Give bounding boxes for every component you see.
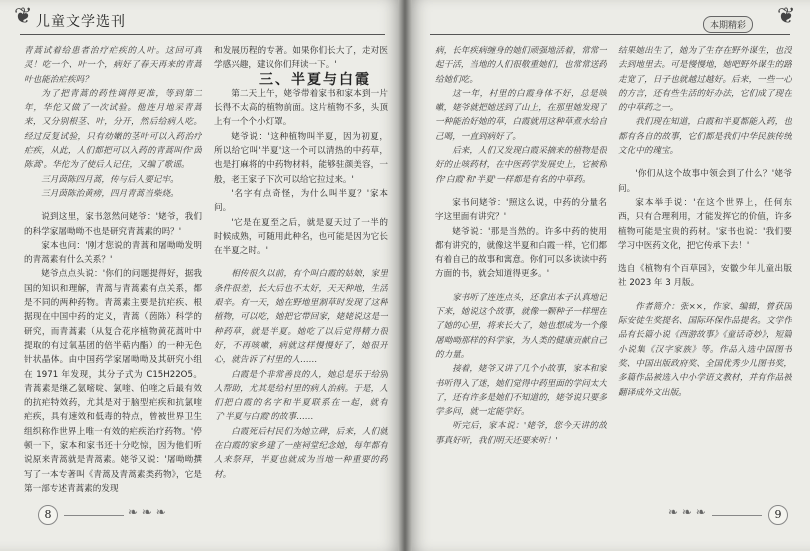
quoted-paragraph: 结果她出生了，她为了生存在野外谋生，也没去到地里去。可是慢慢地，她吧野外谋生的路走宽了，日子也就越过越好。后来，一些一心的方言，还有些生活的好办法，它们成了现在的中草药之一。 bbox=[618, 46, 792, 114]
paragraph-spacer bbox=[435, 187, 607, 196]
right-column-1 bbox=[435, 44, 607, 499]
quoted-paragraph: 白霞死后村民们为她立碑，后来，人们就在白霞的家乡建了一座祠堂纪念她，每年都有人来祭拜，半夏也就成为当地一种重要的药材。 bbox=[214, 426, 388, 480]
footer-rule bbox=[712, 515, 762, 516]
body-paragraph: '它是在夏至之后，就是夏天过了一半的时候成熟，可随用此种名，也可能是因为它长在半夏之时。' bbox=[214, 217, 388, 257]
quoted-paragraph: 病，长年疾病缠身的她们顽强地活着，常常一起干活，当地的人们很敬重她们，也常常送药给她们吃。 bbox=[435, 46, 607, 85]
right-column-2 bbox=[618, 44, 792, 499]
footer-vine-icon: ❧ ❧ ❧ bbox=[668, 505, 706, 519]
header-ornament-icon: ❦ bbox=[777, 4, 796, 29]
binding-gutter bbox=[398, 0, 412, 551]
right-footer bbox=[430, 505, 790, 525]
header-ornament-icon: ❦ bbox=[14, 4, 33, 29]
right-page bbox=[405, 0, 810, 551]
body-paragraph: 第二天上午，姥爷带着家书和家本到一片长得不太高的植物前面。这片植物不多，头顶上有一个个小灯罩。 bbox=[214, 88, 388, 128]
paragraph-spacer bbox=[618, 253, 792, 262]
quoted-paragraph: 接着，姥爷又讲了几个小故事，家本和家书听得入了迷，她们觉得中药里面的学问太大了，还有许多是她们不知道的，姥爷说只要多学多问，就一定能学好。 bbox=[435, 364, 607, 418]
body-paragraph: 姥爷说：'这种植物叫半夏，因为初夏，所以给它叫'半夏'这一个可以清热的中药草，也是打麻将的中药物材料，能够驻颜美容，一般，老王家子下次可以给它拉过来。' bbox=[214, 131, 388, 185]
paragraph-spacer bbox=[618, 291, 792, 300]
header-rule bbox=[20, 34, 385, 35]
quoted-paragraph: 白霞是个非常善良的人，她总是乐于给别人帮助，尤其是给村里的病人治病。于是，人们把白霞的名字和半夏联系在一起，就有了'半夏与白霞'的故事…… bbox=[214, 369, 388, 423]
body-paragraph: 姥爷点点头说：'你们的问题提得好，据我国的知识和理解，青蒿与青蒿素有点关系，都是不同的两种药物。青蒿素主要是抗疟疾、根据现在中国中药的定义，青蒿（茵陈）科学的研究，而青蒿素（从复合花序植物黄花蒿叶中提取的有过氧基团的倍半萜内酯）的一种无色针状晶体。由中国药学家屠呦呦及其研究小组在 1971 年发现，其分子式为 C15H22O5。青蒿素是继乙氨嘧啶、氯喹、伯喹之后最有效的抗疟特效药，尤其是对于脑型疟疾和抗氯喹疟疾，具有速效和低毒的特点，曾被世界卫生组织称作世界上唯一有效的疟疾治疗药物。'停顿一下，家本和家书还十分吃惊，因为他们听说原来青蒿就是青蒿素。姥爷又说：'屠呦呦撰写了一本专著叫《青蒿及青蒿素类药物》，它是第一部专述青蒿素的发现 bbox=[24, 269, 202, 494]
body-paragraph: 和发展历程的专著。如果你们长大了，走对医学感兴趣，建议你们拜读一下。' bbox=[214, 46, 388, 71]
body-paragraph: 姥爷说：'那是当然的。许多中药的使用都有讲究的，就像这半夏和白霞一样，它们都有着自己的故事和寓意。你们可以多读读中药方面的书，就会知道得更多。' bbox=[435, 226, 607, 280]
quoted-paragraph: 三月茵陈四月蒿，传与后人要记牢。 bbox=[41, 174, 179, 185]
body-paragraph: 家本举手说：'在这个世界上，任何东西，只有合理利用，才能发挥它的价值，许多植物可能是宝贵的药材。'家书也说：'我们要学习中医药文化，把它传承下去！' bbox=[618, 197, 792, 251]
quoted-paragraph: 我们现在知道，白霞和半夏都能入药，也都有各自的故事，它们都是我们中华民族传统文化中的瑰宝。 bbox=[618, 117, 792, 157]
quoted-paragraph: 三月茵陈治黄痨，四月青蒿当柴烧。 bbox=[41, 188, 179, 199]
paragraph-spacer bbox=[435, 282, 607, 291]
section-heading: 三、半夏与白霞 bbox=[259, 71, 371, 88]
footer-rule bbox=[64, 515, 124, 516]
page-number: 8 bbox=[38, 505, 58, 525]
paragraph-spacer bbox=[618, 158, 792, 167]
header-rule bbox=[430, 34, 790, 35]
left-column-2 bbox=[214, 44, 388, 499]
page-number: 9 bbox=[768, 505, 788, 525]
body-paragraph: '你们从这个故事中领会到了什么？'姥爷问。 bbox=[618, 169, 792, 194]
paragraph-spacer bbox=[24, 201, 202, 210]
quoted-paragraph: 作者简介：张××，作家、编辑，曾获国际安徒生奖提名、国际环保作品提名。文学作品有长篇小说《西游故事》《童话奇妙》，短篇小说集《汉字家族》等。作品入选中国图书奖、中国出版政府奖、全国优秀少儿图书奖，多篇作品被选入中小学语文教材，并有作品被翻译成外文出版。 bbox=[618, 301, 792, 398]
quoted-paragraph: 后来，人们又发现白霞采摘来的植物是很好的止咳药材，在中医药学发展史上，它被称作'白霞'和'半夏'一样都是有名的中草药。 bbox=[435, 146, 607, 185]
quoted-paragraph: 这一年，村里的白霞身体不好，总是咳嗽，姥爷就把她送到了山上，在那里她发现了一种能治好她的草，白霞就用这种草煮水给自己喝，一直到病好了。 bbox=[435, 88, 607, 142]
body-paragraph: 选自《植物有个百草园》，安徽少年儿童出版社 2023 年 3 月版。 bbox=[618, 264, 792, 289]
quoted-paragraph: 听完后，家本说：'姥爷，您今天讲的故事真好听，我们明天还要来听！' bbox=[435, 421, 607, 446]
left-footer bbox=[20, 505, 385, 525]
quoted-paragraph: 青蒿试着给患者治疗疟疾的人叶。这回可真灵！吃一个、叶一个，病好了春天再来的青蒿叶也能治疟疾吗？ bbox=[24, 46, 202, 85]
body-paragraph: '名字有点奇怪，为什么叫半夏？'家本问。 bbox=[214, 188, 388, 214]
quoted-paragraph: 为了把青蒿的药性调得更准，等到第二年，华佗又做了一次试验。他连月地采青蒿来，又分别根茎、叶，分开，然后给病人吃。经过反复试验，只有幼嫩的茎叶可以入药治疗疟疾，从此，人们都把可以入药的青蒿叫作'茵陈蒿'。华佗为了使后人记住，又编了歌谣。 bbox=[24, 88, 202, 171]
section-tag: 本期精彩 bbox=[703, 16, 753, 33]
footer-vine-icon: ❧ ❧ ❧ bbox=[128, 505, 166, 519]
body-paragraph: 家书问姥爷：'照这么说，中药的分量名字这里面有讲究？' bbox=[435, 197, 607, 223]
quoted-paragraph: 相传很久以前，有个叫白霞的姑娘，家里条件很差，长大后也不太好，天天种地，生活艰辛。有一天，她在野地里割草时发现了这种植物，可以吃，她把它带回家，姥姥说这是一种药草，就是半夏。她吃了以后觉得精力很好，不再咳嗽，病就这样慢慢好了，她很开心，就告诉了村里的人…… bbox=[214, 269, 388, 366]
running-head: 儿童文学选刊 bbox=[36, 14, 126, 30]
paragraph-spacer bbox=[214, 258, 388, 267]
quoted-paragraph: 家书听了连连点头，还拿出本子认真地记下来，她说这个故事，就像一颗种子一样埋在了她的心里，将来长大了，她也想成为一个像屠呦呦那样的科学家，为人类的健康贡献自己的力量。 bbox=[435, 292, 607, 360]
body-paragraph: 说到这里，家书忽然问姥爷：'姥爷，我们的科学家屠呦呦不也是研究青蒿素的吗？' bbox=[24, 212, 202, 237]
body-paragraph: 家本也问：'刚才您说的青蒿和屠呦呦发明的青蒿素有什么关系？' bbox=[24, 240, 202, 266]
left-column-1 bbox=[24, 44, 202, 499]
